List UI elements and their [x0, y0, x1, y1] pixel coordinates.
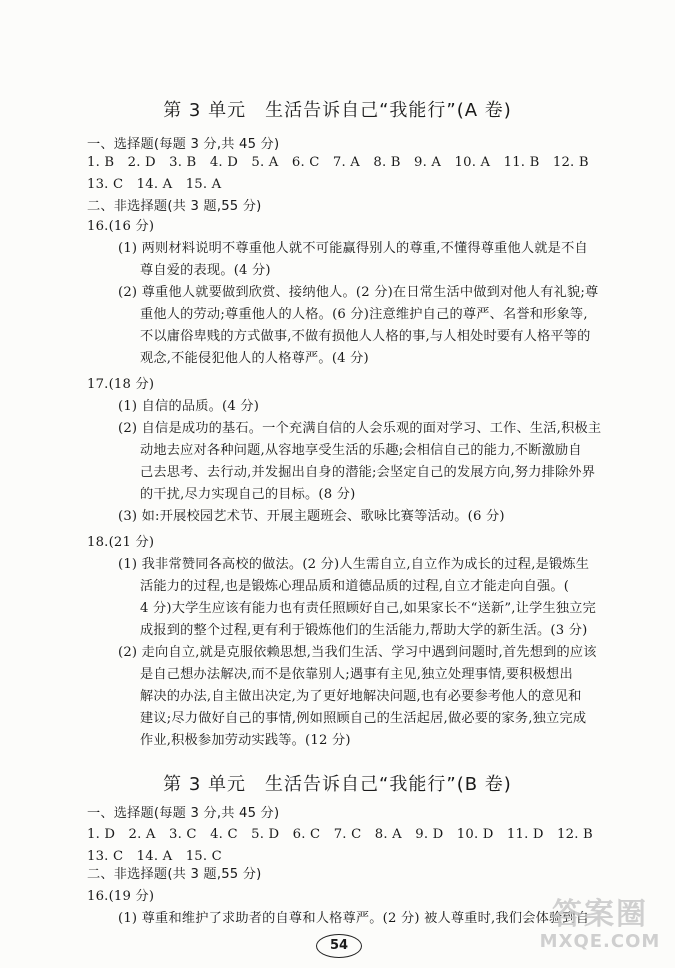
page-number: 54	[316, 934, 362, 958]
section-a-q18-line: 作业,积极参加劳动实践等。(12 分)	[140, 733, 351, 748]
section-a-choice-heading: 一、选择题(每题 3 分,共 45 分)	[87, 137, 280, 152]
section-a-q16-line: 观念,不能侵犯他人的人格尊严。(4 分)	[140, 351, 369, 366]
section-b-q16-line: (1) 尊重和维护了求助者的自尊和人格尊严。(2 分) 被人尊重时,我们会体验到自	[118, 911, 590, 926]
section-a-q17-line: 的干扰,尽力实现自己的目标。(8 分)	[140, 487, 356, 502]
section-a-q18-line: (1) 我非常赞同各高校的做法。(2 分)人生需自立,自立作为成长的过程,是锻炼生	[118, 557, 590, 572]
section-a-q18-line: (2) 走向自立,就是克服依赖思想,当我们生活、学习中遇到问题时,首先想到的应该	[118, 645, 597, 660]
section-a-q18-line: 解决的办法,自主做出决定,为了更好地解决问题,也有必要参考他人的意见和	[140, 689, 582, 704]
section-a-q17-line: 动地去应对各种问题,从容地享受生活的乐趣;会相信自己的能力,不断激励自	[140, 443, 582, 458]
section-a-nonchoice-heading: 二、非选择题(共 3 题,55 分)	[87, 199, 262, 214]
section-a-q17-line: (1) 自信的品质。(4 分)	[118, 399, 260, 414]
section-b-choice-answers-row-2: 13. C 14. A 15. C	[87, 849, 222, 864]
section-a-choice-answers-row-2: 13. C 14. A 15. A	[87, 177, 222, 192]
section-a-q17-line: (2) 自信是成功的基石。一个充满自信的人会乐观的面对学习、工作、生活,积极主	[118, 421, 602, 436]
watermark	[535, 898, 665, 960]
section-a-q16-line: (1) 两则材料说明不尊重他人就不可能赢得别人的尊重,不懂得尊重他人就是不自	[118, 241, 588, 256]
section-a-q16-line: 尊自爱的表现。(4 分)	[140, 263, 271, 278]
section-b-q16-label: 16.(19 分)	[87, 889, 155, 904]
section-a-q18-line: 建议;尽力做好自己的事情,例如照顾自己的生活起居,做必要的家务,独立完成	[140, 711, 587, 726]
watermark-logo: 答案圈	[552, 897, 648, 932]
section-a-title: 第 3 单元 生活告诉自己“我能行”(A 卷)	[163, 100, 512, 121]
section-a-q18-line: 成报到的整个过程,更有利于锻炼他们的生活能力,帮助大学的新生活。(3 分)	[140, 623, 588, 638]
section-a-q18-line: 4 分)大学生应该有能力也有责任照顾好自己,如果家长不“送新”,让学生独立完	[140, 601, 597, 616]
section-a-q18-line: 是自己想办法解决,而不是依靠别人;遇事有主见,独立处理事情,要积极想出	[140, 667, 573, 682]
section-b-nonchoice-heading: 二、非选择题(共 3 题,55 分)	[87, 867, 262, 882]
section-a-choice-answers-row-1: 1. B 2. D 3. B 4. D 5. A 6. C 7. A 8. B 9. A 10. A 11. B 12. B	[87, 155, 589, 170]
section-a-q17-label: 17.(18 分)	[87, 377, 155, 392]
section-a-q16-line: (2) 尊重他人就要做到欣赏、接纳他人。(2 分)在日常生活中做到对他人有礼貌;尊	[118, 285, 599, 300]
section-a-q16-line: 不以庸俗卑贱的方式做事,不做有损他人人格的事,与人相处时要有人格平等的	[140, 329, 591, 344]
watermark-site: MXQE.COM	[539, 931, 661, 952]
section-b-choice-answers-row-1: 1. D 2. A 3. C 4. C 5. D 6. C 7. C 8. A 9. D 10. D 11. D 12. B	[87, 827, 593, 842]
section-a-q17-line: 己去思考、去行动,并发掘出自身的潜能;会坚定自己的发展方向,努力排除外界	[140, 465, 596, 480]
section-a-q16-label: 16.(16 分)	[87, 219, 155, 234]
section-a-q16-line: 重他人的劳动;尊重他人的人格。(6 分)注意维护自己的尊严、名誉和形象等,	[140, 307, 588, 322]
section-b-title: 第 3 单元 生活告诉自己“我能行”(B 卷)	[163, 774, 512, 795]
section-a-q18-line: 活能力的过程,也是锻炼心理品质和道德品质的过程,自立才能走向自强。(	[140, 579, 570, 594]
section-b-choice-heading: 一、选择题(每题 3 分,共 45 分)	[87, 806, 280, 821]
section-a-q18-label: 18.(21 分)	[87, 535, 155, 550]
section-a-q17-line: (3) 如:开展校园艺术节、开展主题班会、歌咏比赛等活动。(6 分)	[118, 509, 505, 524]
